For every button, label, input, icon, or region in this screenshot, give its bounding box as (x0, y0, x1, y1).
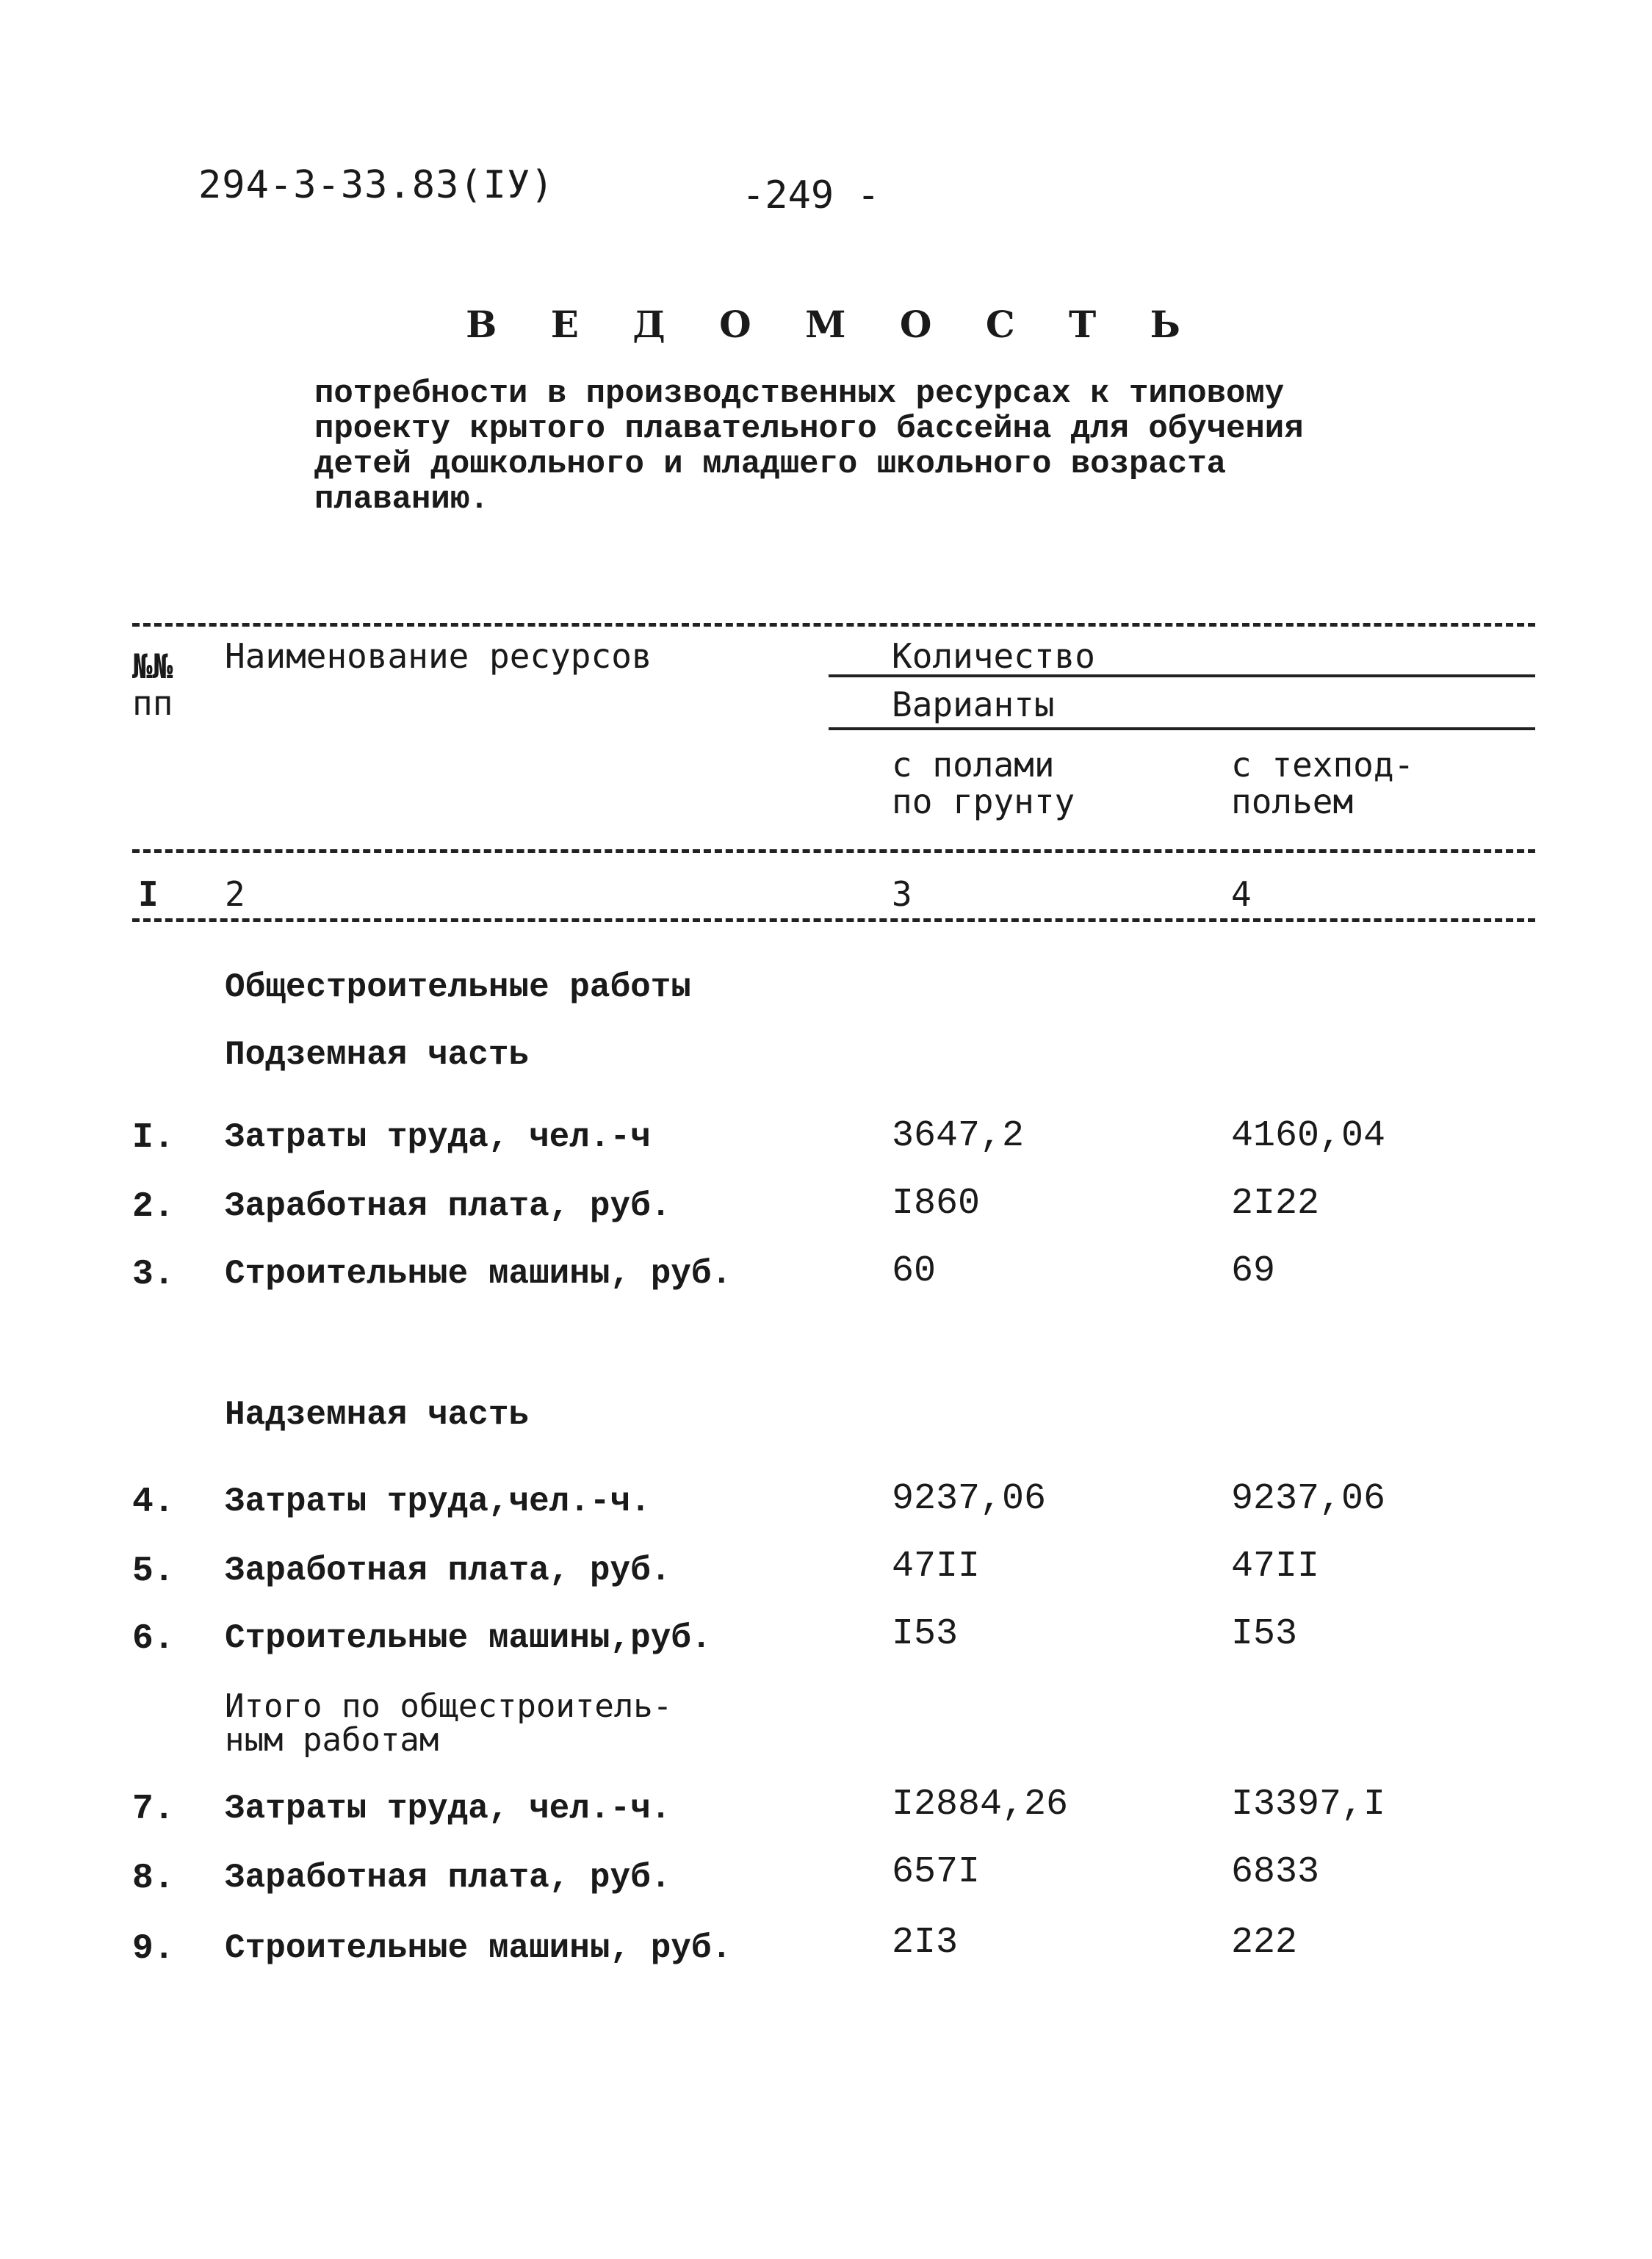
row-number: 6. (132, 1619, 175, 1659)
row-number: I. (132, 1118, 175, 1158)
section-aboveground: Надземная часть (225, 1396, 530, 1434)
header-variants: Варианты (892, 685, 1055, 724)
section-underground: Подземная часть (225, 1036, 530, 1074)
header-quantity-rule (829, 674, 1535, 677)
row-value-variant-1: 2I3 (892, 1922, 959, 1964)
row-resource-name: Строительные машины, руб. (225, 1929, 732, 1967)
document-title: В Е Д О М О С Т Ь (466, 303, 1201, 346)
row-value-variant-2: I3397,I (1231, 1784, 1386, 1826)
row-number: 8. (132, 1859, 175, 1898)
row-value-variant-2: 222 (1231, 1922, 1298, 1964)
header-variant-technical-basement: с техпод- польем (1231, 745, 1415, 821)
row-value-variant-2: 9237,06 (1231, 1478, 1386, 1520)
row-resource-name: Затраты труда, чел.-ч (225, 1118, 651, 1156)
row-value-variant-2: 47II (1231, 1546, 1320, 1588)
row-number: 7. (132, 1790, 175, 1829)
row-number: 9. (132, 1929, 175, 1969)
subtitle-line: потребности в производственных ресурсах к типовому (314, 375, 1285, 412)
document-code: 294-3-33.83(IУ) (198, 163, 555, 207)
row-value-variant-1: 3647,2 (892, 1115, 1025, 1157)
row-resource-name: Строительные машины, руб. (225, 1255, 732, 1293)
row-value-variant-1: I2884,26 (892, 1784, 1069, 1826)
row-resource-name: Затраты труда,чел.-ч. (225, 1482, 651, 1521)
section-general-works: Общестроительные работы (225, 968, 691, 1006)
header-quantity: Количество (892, 636, 1095, 676)
row-value-variant-1: 47II (892, 1546, 981, 1588)
subtitle-line: детей дошкольного и младшего школьного возраста (314, 446, 1227, 483)
row-number: 5. (132, 1552, 175, 1591)
column-numbers-rule (132, 918, 1535, 922)
row-value-variant-1: 60 (892, 1250, 937, 1292)
row-number: 3. (132, 1255, 175, 1294)
subtitle-line: проекту крытого плавательного бассейна для обучения (314, 411, 1304, 447)
subtitle-line: плаванию. (314, 481, 489, 518)
column-number-1: I (138, 874, 159, 914)
row-value-variant-1: I53 (892, 1613, 959, 1655)
page-number: -249 - (742, 173, 880, 217)
row-value-variant-2: I53 (1231, 1613, 1298, 1655)
row-resource-name: Заработная плата, руб. (225, 1187, 671, 1225)
row-resource-name: Строительные машины,руб. (225, 1619, 712, 1657)
row-value-variant-2: 2I22 (1231, 1183, 1320, 1225)
row-resource-name: Заработная плата, руб. (225, 1552, 671, 1590)
row-number: 4. (132, 1482, 175, 1522)
column-number-3: 3 (892, 874, 912, 914)
header-no: №№ пп (132, 646, 173, 723)
row-value-variant-2: 6833 (1231, 1851, 1320, 1893)
table-top-rule (132, 623, 1535, 627)
row-value-variant-1: 9237,06 (892, 1478, 1047, 1520)
row-resource-name: Затраты труда, чел.-ч. (225, 1790, 671, 1828)
column-number-4: 4 (1231, 874, 1252, 914)
row-value-variant-2: 4160,04 (1231, 1115, 1386, 1157)
column-number-2: 2 (225, 874, 245, 914)
header-resource-name: Наименование ресурсов (225, 636, 652, 676)
row-value-variant-1: 657I (892, 1851, 981, 1893)
row-value-variant-2: 69 (1231, 1250, 1276, 1292)
table-header-bottom-rule (132, 849, 1535, 853)
row-value-variant-1: I860 (892, 1183, 981, 1225)
header-variant-floor-on-ground: с полами по грунту (892, 745, 1075, 821)
row-number: 2. (132, 1187, 175, 1227)
header-variants-rule (829, 727, 1535, 730)
document-subtitle (314, 376, 1304, 517)
row-resource-name: Заработная плата, руб. (225, 1859, 671, 1897)
section-total-general-works: Итого по общестроитель- ным работам (225, 1687, 673, 1759)
